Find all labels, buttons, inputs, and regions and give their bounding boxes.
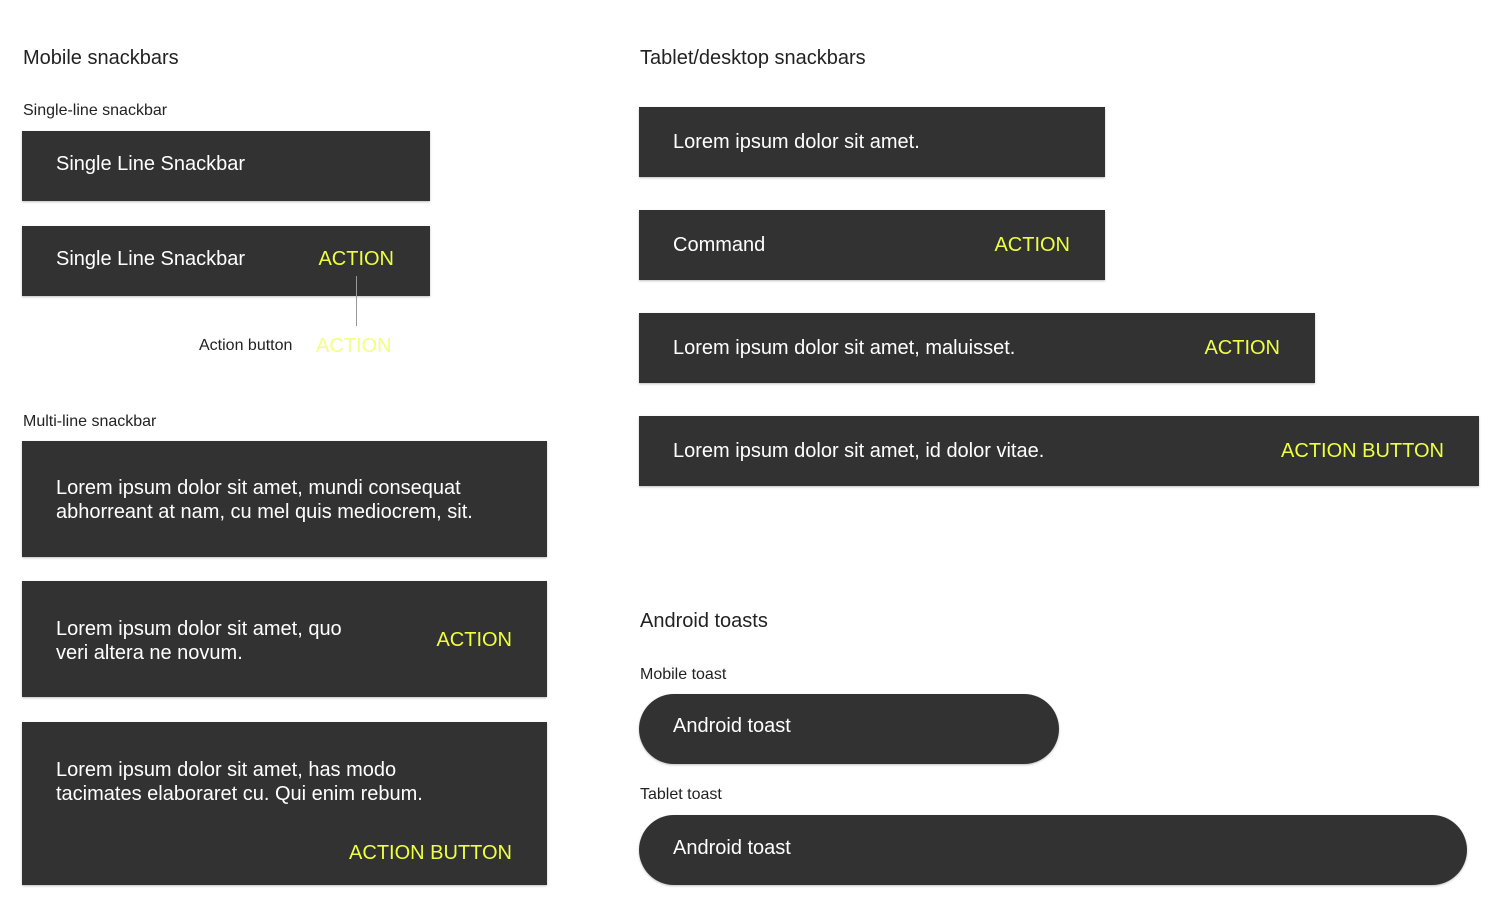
snackbar-text: Lorem ipsum dolor sit amet. <box>673 131 920 153</box>
snackbar-text: Lorem ipsum dolor sit amet, id dolor vitae. <box>673 440 1045 462</box>
action-button[interactable]: ACTION BUTTON <box>349 842 512 864</box>
single-line-snackbar <box>22 131 430 201</box>
snackbar-text-line-2: tacimates elaboraret cu. Qui enim rebum. <box>56 783 423 805</box>
tablet-toast-label: Tablet toast <box>640 786 722 803</box>
annotation-connector-line <box>356 276 357 326</box>
tablet-toast <box>639 815 1467 885</box>
toast-text: Android toast <box>673 715 791 737</box>
tablet-snackbar-3 <box>639 313 1315 383</box>
action-button[interactable]: ACTION BUTTON <box>1281 440 1444 462</box>
tablet-snackbar-1 <box>639 107 1105 177</box>
action-button[interactable]: ACTION <box>1204 337 1280 359</box>
tablet-snackbar-command <box>639 210 1105 280</box>
tablet-snackbar-4 <box>639 416 1479 486</box>
snackbar-text-line-1: Lorem ipsum dolor sit amet, has modo <box>56 759 397 781</box>
android-toasts-heading: Android toasts <box>640 610 768 632</box>
snackbar-text: Command <box>673 234 766 256</box>
snackbar-text-line-1: Lorem ipsum dolor sit amet, quo <box>56 618 342 640</box>
multi-line-snackbar <box>22 441 547 557</box>
tablet-snackbars-heading: Tablet/desktop snackbars <box>640 47 866 69</box>
multi-line-snackbar-with-action-button <box>22 722 547 885</box>
snackbar-text-line-2: abhorreant at nam, cu mel quis mediocrem, sit. <box>56 501 473 523</box>
toast-text: Android toast <box>673 837 791 859</box>
snackbar-text-line-1: Lorem ipsum dolor sit amet, mundi consequat <box>56 477 461 499</box>
snackbar-text-line-2: veri altera ne novum. <box>56 642 243 664</box>
mobile-toast <box>639 694 1059 764</box>
action-button[interactable]: ACTION <box>994 234 1070 256</box>
multi-line-label: Multi-line snackbar <box>23 413 157 430</box>
mobile-toast-label: Mobile toast <box>640 666 727 683</box>
mobile-snackbars-heading: Mobile snackbars <box>23 47 179 69</box>
snackbar-text: Lorem ipsum dolor sit amet, maluisset. <box>673 337 1016 359</box>
single-line-snackbar-with-action <box>22 226 430 296</box>
annotation-action-button-label: Action button <box>199 337 293 354</box>
annotation-action-sample: ACTION <box>316 335 392 357</box>
snackbar-text: Single Line Snackbar <box>56 153 246 175</box>
single-line-label: Single-line snackbar <box>23 102 168 119</box>
multi-line-snackbar-with-action <box>22 581 547 697</box>
snackbar-text: Single Line Snackbar <box>56 248 246 270</box>
action-button[interactable]: ACTION <box>436 629 512 651</box>
action-button[interactable]: ACTION <box>318 248 394 270</box>
